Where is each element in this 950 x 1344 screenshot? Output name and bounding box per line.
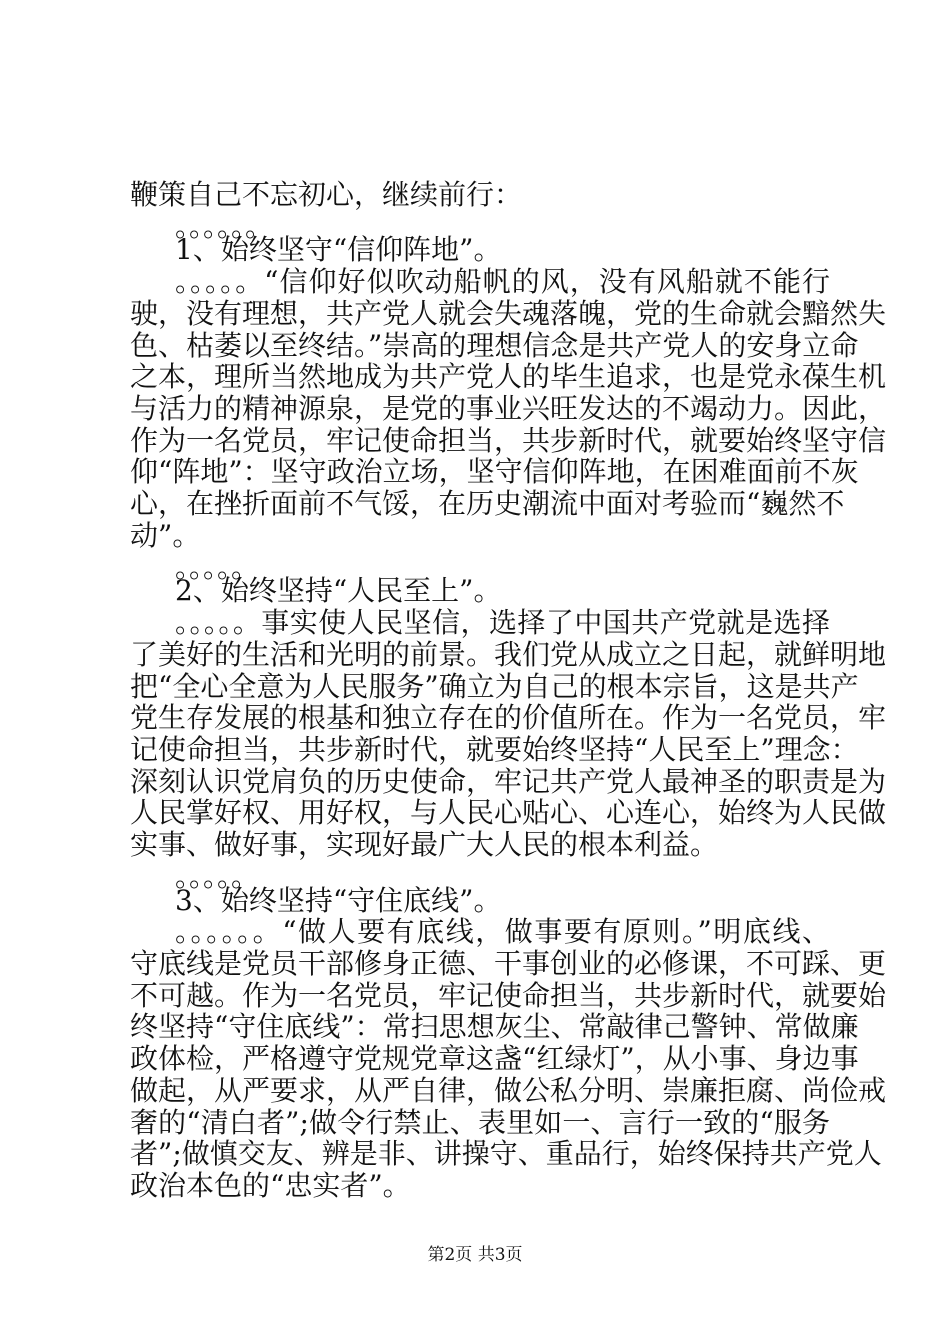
section-heading-1: 1、始终坚守“信仰阵地”。 bbox=[175, 233, 502, 267]
text-line: 把“全心全意为人民服务”确立为自己的根本宗旨，这是共产 bbox=[130, 669, 859, 703]
text-line: 政体检，严格遵守党规党章这盏“红绿灯”，从小事、身边事 bbox=[130, 1042, 859, 1076]
text-line: 与活力的精神源泉，是党的事业兴旺发达的不竭动力。因此， bbox=[130, 392, 887, 426]
text-line: 鞭策自己不忘初心，继续前行： bbox=[130, 178, 523, 211]
text-line: 。。。。。“信仰好似吹动船帆的风，没有风船就不能行 bbox=[175, 265, 830, 299]
section-heading-2: 2、始终坚持“人民至上”。 bbox=[175, 574, 502, 608]
text-line: 做起，从严要求，从严自律，做公私分明、崇廉拒腐、尚俭戒 bbox=[130, 1073, 887, 1107]
page-number-footer: 第2页 共3页 bbox=[427, 1245, 523, 1265]
bullet-dots-line: 。。。。。 bbox=[175, 550, 260, 584]
text-line: 心，在挫折面前不气馁，在历史潮流中面对考验而“巍然不 bbox=[130, 487, 845, 521]
text-line: 。。。。。事实使人民坚信，选择了中国共产党就是选择 bbox=[175, 606, 830, 640]
text-line: 色、枯萎以至终结。”崇高的理想信念是共产党人的安身立命 bbox=[130, 328, 859, 362]
text-line: 。。。。。。“做人要有底线，做事要有原则。”明底线、 bbox=[175, 915, 830, 949]
text-line: 深刻认识党肩负的历史使命，牢记共产党人最神圣的职责是为 bbox=[130, 764, 887, 798]
text-line: 奢的“清白者”;做令行禁止、表里如一、言行一致的“服务 bbox=[130, 1105, 830, 1139]
text-line: 了美好的生活和光明的前景。我们党从成立之日起，就鲜明地 bbox=[130, 637, 887, 671]
text-line: 党生存发展的根基和独立存在的价值所在。作为一名党员，牢 bbox=[130, 701, 887, 735]
text-line: 终坚持“守住底线”：常扫思想灰尘、常敲律己警钟、常做廉 bbox=[130, 1010, 859, 1044]
text-line: 记使命担当，共步新时代，就要始终坚持“人民至上”理念： bbox=[130, 732, 859, 766]
section-heading-3: 3、始终坚持“守住底线”。 bbox=[175, 883, 502, 917]
bullet-dots-line: 。。。。。。 bbox=[175, 209, 274, 243]
text-line: 政治本色的“忠实者”。 bbox=[130, 1169, 411, 1202]
text-line: 作为一名党员，牢记使命担当，共步新时代，就要始终坚守信 bbox=[130, 423, 887, 457]
text-line: 驶，没有理想，共产党人就会失魂落魄，党的生命就会黯然失 bbox=[130, 296, 887, 330]
text-line: 之本，理所当然地成为共产党人的毕生追求，也是党永葆生机 bbox=[130, 360, 887, 394]
text-line: 动”。 bbox=[130, 518, 201, 552]
text-line: 仰“阵地”：坚守政治立场，坚守信仰阵地，在困难面前不灰 bbox=[130, 455, 859, 489]
text-line: 者”;做慎交友、辨是非、讲操守、重品行，始终保持共产党人 bbox=[130, 1137, 882, 1171]
text-line: 人民掌好权、用好权，与人民心贴心、心连心，始终为人民做 bbox=[130, 796, 887, 830]
text-line: 守底线是党员干部修身正德、干事创业的必修课，不可踩、更 bbox=[130, 947, 887, 981]
text-line: 实事、做好事，实现好最广大人民的根本利益。 bbox=[130, 828, 719, 862]
text-line: 不可越。作为一名党员，牢记使命担当，共步新时代，就要始 bbox=[130, 978, 887, 1012]
bullet-dots-line: 。。。。。 bbox=[175, 859, 260, 893]
